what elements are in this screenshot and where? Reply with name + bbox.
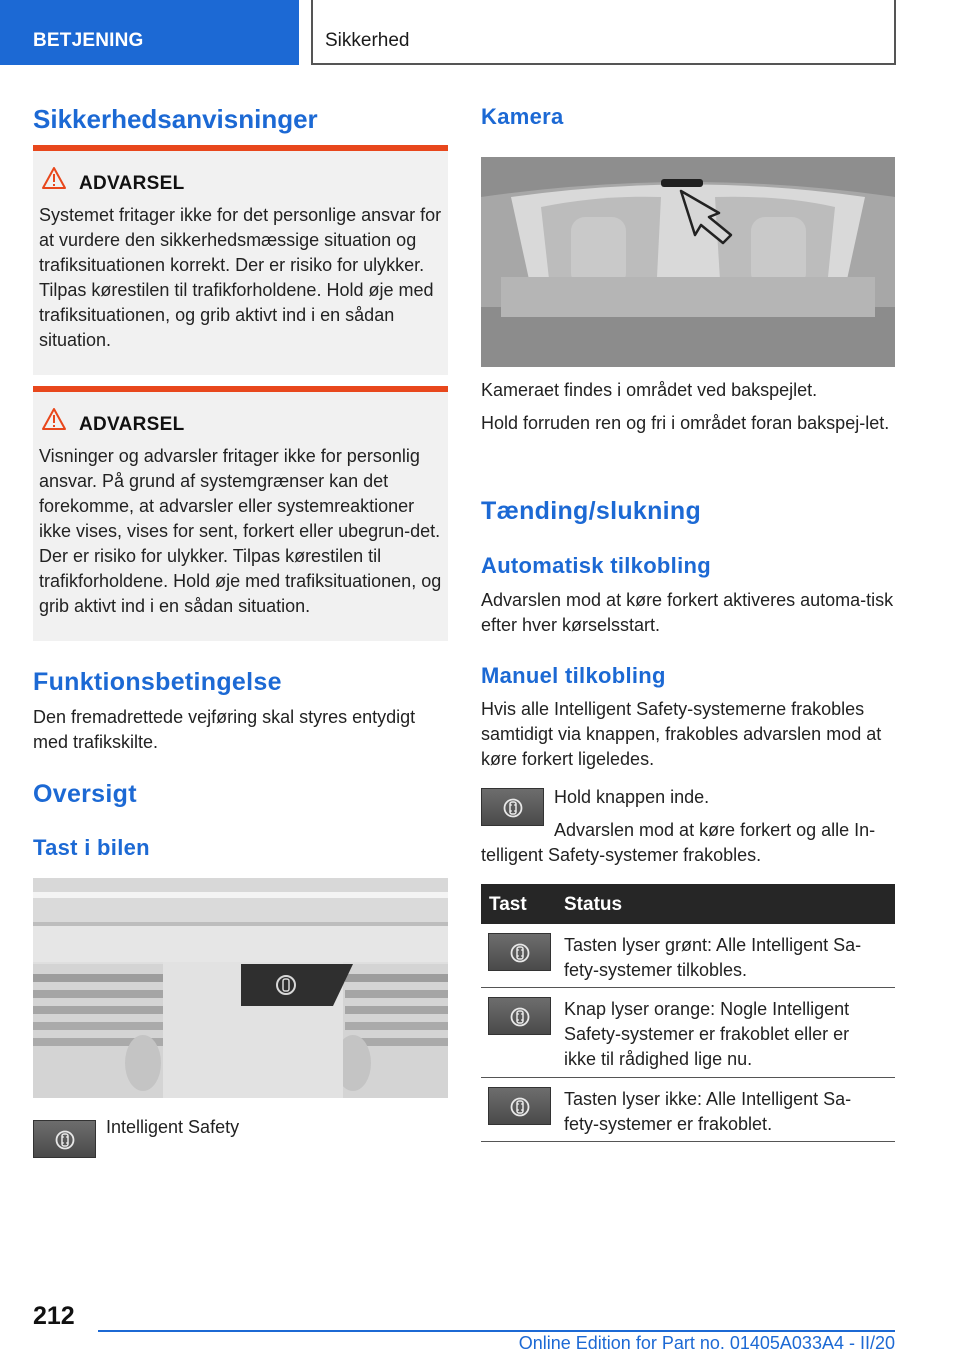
warning-text-1: Systemet fritager ikke for det personlige ansvar for at vurdere den sikkerhedsmæssige situation og trafiksituationen korrekt. Der er risiko for ulykker. Tilpas kørestilen til trafikforholdene. Hold øje med trafiksituationen, og grib aktivt ind i en sådan situation.: [39, 205, 442, 350]
header-subsection-label: Sikkerhed: [325, 30, 410, 51]
camera-location-image: [481, 157, 895, 367]
button-in-car-heading: Tast i bilen: [33, 835, 150, 860]
warning-triangle-icon: [41, 407, 67, 431]
manual-activation-heading: Manuel tilkobling: [481, 663, 666, 688]
camera-text-1: Kameraet findes i området ved bakspejlet.: [481, 380, 818, 400]
functional-conditions-heading: Funktionsbetingelse: [33, 668, 282, 696]
warning-box-2: [33, 386, 448, 641]
warning-box-1: [33, 145, 448, 375]
intelligent-safety-key-icon: [33, 1120, 96, 1158]
table-cell-status: Tasten lyser grønt: Alle Intelligent Sa-fety-systemer tilkobles.: [564, 935, 862, 980]
safety-notes-heading: Sikkerhedsanvisninger: [33, 104, 318, 134]
footer-divider: [98, 1330, 895, 1332]
camera-heading: Kamera: [481, 104, 564, 129]
warning-label-1: ADVARSEL: [79, 173, 185, 194]
status-table-header: [481, 884, 895, 924]
table-row: [481, 924, 895, 988]
intelligent-safety-key-icon: [488, 1087, 551, 1125]
intelligent-safety-key-icon: [488, 997, 551, 1035]
table-cell-status: Tasten lyser ikke: Alle Intelligent Sa-fety-systemer er frakoblet.: [564, 1089, 852, 1134]
table-row: [481, 1078, 895, 1142]
warning-label-2: ADVARSEL: [79, 414, 185, 435]
manual-activation-text: Hvis alle Intelligent Safety-systemerne frakobles samtidigt via knappen, frakobles advarslen mod at køre forkert ligeledes.: [481, 699, 882, 769]
auto-activation-text: Advarslen mod at køre forkert aktiveres automa-tisk efter hver kørselsstart.: [481, 590, 894, 635]
page-number: 212: [33, 1302, 75, 1330]
header-section-label: BETJENING: [33, 30, 144, 51]
table-header-key: Tast: [489, 894, 527, 915]
header-section-tab[interactable]: [0, 0, 299, 65]
auto-activation-heading: Automatisk tilkobling: [481, 553, 711, 578]
dashboard-button-image: [33, 878, 448, 1098]
functional-conditions-text: Den fremadrettede vejføring skal styres entydigt med trafikskilte.: [33, 707, 416, 752]
header-subsection-tab[interactable]: [311, 0, 896, 65]
intelligent-safety-label: Intelligent Safety: [106, 1117, 240, 1137]
hold-button-text: Hold knappen inde.: [554, 787, 710, 807]
warning-triangle-icon: [41, 166, 67, 190]
intelligent-safety-key-icon: [488, 933, 551, 971]
overview-heading: Oversigt: [33, 780, 137, 808]
camera-text-2: Hold forruden ren og fri i området foran bakspej-let.: [481, 413, 890, 433]
table-header-status: Status: [564, 894, 623, 915]
edition-link[interactable]: Online Edition for Part no. 01405A033A4 - II/20: [518, 1333, 895, 1353]
table-row: [481, 988, 895, 1078]
on-off-heading: Tænding/slukning: [481, 497, 702, 525]
table-cell-status: Knap lyser orange: Nogle Intelligent Safety-systemer er frakoblet eller er ikke til rådighed lige nu.: [564, 999, 850, 1069]
result-text: Advarslen mod at køre forkert og alle In-telligent Safety-systemer frakobles.: [481, 820, 876, 865]
warning-text-2: Visninger og advarsler fritager ikke for personlig ansvar. På grund af systemgrænser kan det forekomme, at advarsler eller systemreaktioner ikke vises, vises for sent, forkert eller ubegrun-det. Der er risiko for ulykker. Tilpas kørestilen til trafikforholdene. Hold øje med trafiksituationen, og grib aktivt ind i en sådan situation.: [39, 446, 442, 616]
